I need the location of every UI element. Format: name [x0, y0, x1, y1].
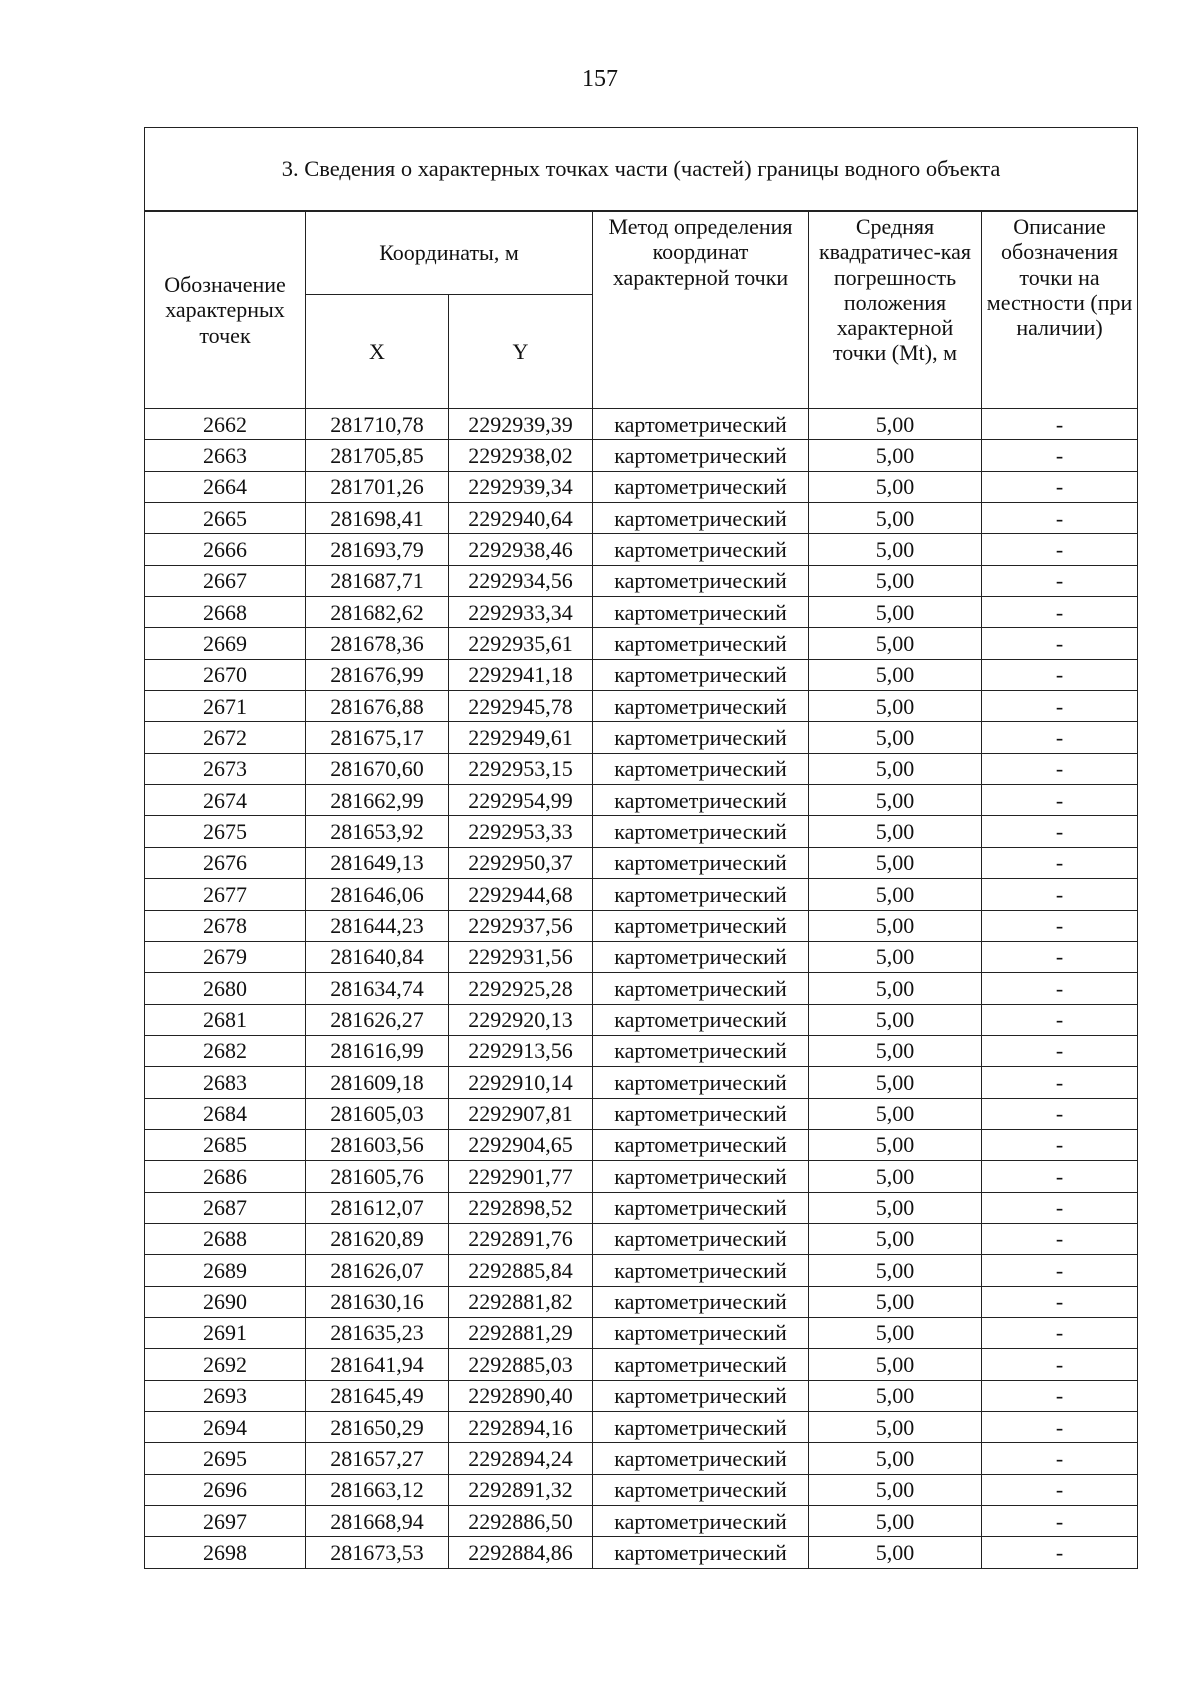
point-id-cell: 2682: [145, 1035, 306, 1066]
method-cell: картометрический: [593, 1317, 809, 1348]
description-cell: -: [982, 1349, 1138, 1380]
table-row: [145, 628, 1138, 659]
point-id-cell: 2669: [145, 628, 306, 659]
method-cell: картометрический: [593, 879, 809, 910]
x-coordinate-cell: 281646,06: [306, 879, 449, 910]
header-description: Описание обозначения точки на местности (при наличии): [982, 211, 1138, 409]
description-cell: -: [982, 1474, 1138, 1505]
description-cell: -: [982, 1506, 1138, 1537]
description-cell: -: [982, 628, 1138, 659]
y-coordinate-cell: 2292910,14: [449, 1067, 593, 1098]
description-cell: -: [982, 440, 1138, 471]
x-coordinate-cell: 281663,12: [306, 1474, 449, 1505]
table-row: [145, 1255, 1138, 1286]
x-coordinate-cell: 281644,23: [306, 910, 449, 941]
x-coordinate-cell: 281668,94: [306, 1506, 449, 1537]
table-row: [145, 1474, 1138, 1505]
description-cell: -: [982, 910, 1138, 941]
y-coordinate-cell: 2292944,68: [449, 879, 593, 910]
header-designation: Обозначение характерных точек: [145, 211, 306, 409]
y-coordinate-cell: 2292954,99: [449, 785, 593, 816]
method-cell: картометрический: [593, 471, 809, 502]
method-cell: картометрический: [593, 1412, 809, 1443]
method-cell: картометрический: [593, 1255, 809, 1286]
description-cell: -: [982, 503, 1138, 534]
table-row: [145, 941, 1138, 972]
y-coordinate-cell: 2292949,61: [449, 722, 593, 753]
y-coordinate-cell: 2292904,65: [449, 1129, 593, 1160]
x-coordinate-cell: 281705,85: [306, 440, 449, 471]
error-cell: 5,00: [809, 597, 982, 628]
point-id-cell: 2664: [145, 471, 306, 502]
table-row: [145, 910, 1138, 941]
y-coordinate-cell: 2292938,46: [449, 534, 593, 565]
point-id-cell: 2696: [145, 1474, 306, 1505]
x-coordinate-cell: 281662,99: [306, 785, 449, 816]
error-cell: 5,00: [809, 628, 982, 659]
method-cell: картометрический: [593, 1035, 809, 1066]
point-id-cell: 2687: [145, 1192, 306, 1223]
x-coordinate-cell: 281682,62: [306, 597, 449, 628]
method-cell: картометрический: [593, 1380, 809, 1411]
error-cell: 5,00: [809, 503, 982, 534]
x-coordinate-cell: 281673,53: [306, 1537, 449, 1568]
table-row: [145, 534, 1138, 565]
point-id-cell: 2698: [145, 1537, 306, 1568]
x-coordinate-cell: 281670,60: [306, 753, 449, 784]
point-id-cell: 2683: [145, 1067, 306, 1098]
error-cell: 5,00: [809, 1192, 982, 1223]
description-cell: -: [982, 1129, 1138, 1160]
error-cell: 5,00: [809, 1537, 982, 1568]
description-cell: -: [982, 1317, 1138, 1348]
y-coordinate-cell: 2292933,34: [449, 597, 593, 628]
method-cell: картометрический: [593, 1474, 809, 1505]
point-id-cell: 2666: [145, 534, 306, 565]
description-cell: -: [982, 597, 1138, 628]
y-coordinate-cell: 2292920,13: [449, 1004, 593, 1035]
y-coordinate-cell: 2292938,02: [449, 440, 593, 471]
description-cell: -: [982, 409, 1138, 440]
x-coordinate-cell: 281657,27: [306, 1443, 449, 1474]
x-coordinate-cell: 281605,76: [306, 1161, 449, 1192]
error-cell: 5,00: [809, 1412, 982, 1443]
method-cell: картометрический: [593, 785, 809, 816]
x-coordinate-cell: 281650,29: [306, 1412, 449, 1443]
x-coordinate-cell: 281605,03: [306, 1098, 449, 1129]
description-cell: -: [982, 753, 1138, 784]
description-cell: -: [982, 659, 1138, 690]
error-cell: 5,00: [809, 534, 982, 565]
table-row: [145, 597, 1138, 628]
point-id-cell: 2691: [145, 1317, 306, 1348]
method-cell: картометрический: [593, 1223, 809, 1254]
y-coordinate-cell: 2292925,28: [449, 973, 593, 1004]
method-cell: картометрический: [593, 973, 809, 1004]
method-cell: картометрический: [593, 847, 809, 878]
point-id-cell: 2690: [145, 1286, 306, 1317]
method-cell: картометрический: [593, 1506, 809, 1537]
x-coordinate-cell: 281620,89: [306, 1223, 449, 1254]
point-id-cell: 2684: [145, 1098, 306, 1129]
header-x: X: [306, 295, 449, 409]
y-coordinate-cell: 2292901,77: [449, 1161, 593, 1192]
method-cell: картометрический: [593, 1004, 809, 1035]
description-cell: -: [982, 1004, 1138, 1035]
error-cell: 5,00: [809, 471, 982, 502]
description-cell: -: [982, 471, 1138, 502]
y-coordinate-cell: 2292950,37: [449, 847, 593, 878]
table-row: [145, 1035, 1138, 1066]
point-id-cell: 2675: [145, 816, 306, 847]
table-row: [145, 503, 1138, 534]
error-cell: 5,00: [809, 1255, 982, 1286]
x-coordinate-cell: 281678,36: [306, 628, 449, 659]
method-cell: картометрический: [593, 409, 809, 440]
table-row: [145, 1317, 1138, 1348]
x-coordinate-cell: 281641,94: [306, 1349, 449, 1380]
description-cell: -: [982, 785, 1138, 816]
table-row: [145, 847, 1138, 878]
x-coordinate-cell: 281640,84: [306, 941, 449, 972]
x-coordinate-cell: 281616,99: [306, 1035, 449, 1066]
point-id-cell: 2685: [145, 1129, 306, 1160]
description-cell: -: [982, 1192, 1138, 1223]
table-row: [145, 785, 1138, 816]
x-coordinate-cell: 281603,56: [306, 1129, 449, 1160]
table-row: [145, 440, 1138, 471]
point-id-cell: 2680: [145, 973, 306, 1004]
y-coordinate-cell: 2292890,40: [449, 1380, 593, 1411]
table-title: 3. Сведения о характерных точках части (частей) границы водного объекта: [145, 128, 1138, 212]
point-id-cell: 2676: [145, 847, 306, 878]
method-cell: картометрический: [593, 753, 809, 784]
y-coordinate-cell: 2292894,24: [449, 1443, 593, 1474]
x-coordinate-cell: 281630,16: [306, 1286, 449, 1317]
y-coordinate-cell: 2292941,18: [449, 659, 593, 690]
y-coordinate-cell: 2292891,32: [449, 1474, 593, 1505]
description-cell: -: [982, 1537, 1138, 1568]
error-cell: 5,00: [809, 785, 982, 816]
boundary-points-table: [144, 127, 1138, 1569]
error-cell: 5,00: [809, 1317, 982, 1348]
x-coordinate-cell: 281634,74: [306, 973, 449, 1004]
error-cell: 5,00: [809, 879, 982, 910]
point-id-cell: 2665: [145, 503, 306, 534]
point-id-cell: 2686: [145, 1161, 306, 1192]
point-id-cell: 2693: [145, 1380, 306, 1411]
error-cell: 5,00: [809, 1067, 982, 1098]
method-cell: картометрический: [593, 1067, 809, 1098]
method-cell: картометрический: [593, 1098, 809, 1129]
point-id-cell: 2688: [145, 1223, 306, 1254]
x-coordinate-cell: 281698,41: [306, 503, 449, 534]
method-cell: картометрический: [593, 1537, 809, 1568]
point-id-cell: 2681: [145, 1004, 306, 1035]
y-coordinate-cell: 2292885,03: [449, 1349, 593, 1380]
method-cell: картометрический: [593, 534, 809, 565]
method-cell: картометрический: [593, 440, 809, 471]
x-coordinate-cell: 281701,26: [306, 471, 449, 502]
error-cell: 5,00: [809, 1380, 982, 1411]
x-coordinate-cell: 281612,07: [306, 1192, 449, 1223]
y-coordinate-cell: 2292953,33: [449, 816, 593, 847]
table-row: [145, 1412, 1138, 1443]
table-row: [145, 565, 1138, 596]
description-cell: -: [982, 941, 1138, 972]
y-coordinate-cell: 2292885,84: [449, 1255, 593, 1286]
method-cell: картометрический: [593, 565, 809, 596]
y-coordinate-cell: 2292884,86: [449, 1537, 593, 1568]
point-id-cell: 2679: [145, 941, 306, 972]
header-coordinates: Координаты, м: [306, 211, 593, 295]
y-coordinate-cell: 2292881,82: [449, 1286, 593, 1317]
y-coordinate-cell: 2292937,56: [449, 910, 593, 941]
table-row: [145, 1098, 1138, 1129]
description-cell: -: [982, 847, 1138, 878]
method-cell: картометрический: [593, 1192, 809, 1223]
point-id-cell: 2678: [145, 910, 306, 941]
y-coordinate-cell: 2292939,34: [449, 471, 593, 502]
error-cell: 5,00: [809, 1223, 982, 1254]
table-row: [145, 722, 1138, 753]
method-cell: картометрический: [593, 597, 809, 628]
y-coordinate-cell: 2292935,61: [449, 628, 593, 659]
point-id-cell: 2670: [145, 659, 306, 690]
table-row: [145, 1223, 1138, 1254]
table-row: [145, 1443, 1138, 1474]
point-id-cell: 2694: [145, 1412, 306, 1443]
point-id-cell: 2697: [145, 1506, 306, 1537]
error-cell: 5,00: [809, 1098, 982, 1129]
table-row: [145, 1537, 1138, 1568]
description-cell: -: [982, 1255, 1138, 1286]
y-coordinate-cell: 2292898,52: [449, 1192, 593, 1223]
point-id-cell: 2667: [145, 565, 306, 596]
description-cell: -: [982, 1380, 1138, 1411]
point-id-cell: 2672: [145, 722, 306, 753]
error-cell: 5,00: [809, 1004, 982, 1035]
error-cell: 5,00: [809, 1474, 982, 1505]
error-cell: 5,00: [809, 440, 982, 471]
table-row: [145, 691, 1138, 722]
description-cell: -: [982, 1223, 1138, 1254]
y-coordinate-cell: 2292913,56: [449, 1035, 593, 1066]
table-row: [145, 409, 1138, 440]
x-coordinate-cell: 281635,23: [306, 1317, 449, 1348]
y-coordinate-cell: 2292886,50: [449, 1506, 593, 1537]
description-cell: -: [982, 973, 1138, 1004]
point-id-cell: 2689: [145, 1255, 306, 1286]
error-cell: 5,00: [809, 1349, 982, 1380]
error-cell: 5,00: [809, 691, 982, 722]
method-cell: картометрический: [593, 941, 809, 972]
x-coordinate-cell: 281653,92: [306, 816, 449, 847]
y-coordinate-cell: 2292945,78: [449, 691, 593, 722]
x-coordinate-cell: 281645,49: [306, 1380, 449, 1411]
error-cell: 5,00: [809, 847, 982, 878]
method-cell: картометрический: [593, 1161, 809, 1192]
y-coordinate-cell: 2292891,76: [449, 1223, 593, 1254]
error-cell: 5,00: [809, 1286, 982, 1317]
method-cell: картометрический: [593, 816, 809, 847]
x-coordinate-cell: 281710,78: [306, 409, 449, 440]
error-cell: 5,00: [809, 565, 982, 596]
description-cell: -: [982, 1035, 1138, 1066]
table-row: [145, 1192, 1138, 1223]
method-cell: картометрический: [593, 1443, 809, 1474]
table-row: [145, 879, 1138, 910]
error-cell: 5,00: [809, 941, 982, 972]
description-cell: -: [982, 1098, 1138, 1129]
y-coordinate-cell: 2292907,81: [449, 1098, 593, 1129]
error-cell: 5,00: [809, 910, 982, 941]
y-coordinate-cell: 2292939,39: [449, 409, 593, 440]
x-coordinate-cell: 281626,27: [306, 1004, 449, 1035]
header-y: Y: [449, 295, 593, 409]
method-cell: картометрический: [593, 691, 809, 722]
error-cell: 5,00: [809, 1443, 982, 1474]
method-cell: картометрический: [593, 628, 809, 659]
x-coordinate-cell: 281649,13: [306, 847, 449, 878]
point-id-cell: 2677: [145, 879, 306, 910]
description-cell: -: [982, 1067, 1138, 1098]
y-coordinate-cell: 2292934,56: [449, 565, 593, 596]
y-coordinate-cell: 2292894,16: [449, 1412, 593, 1443]
method-cell: картометрический: [593, 659, 809, 690]
x-coordinate-cell: 281676,99: [306, 659, 449, 690]
header-method: Метод определения координат характерной точки: [593, 211, 809, 409]
method-cell: картометрический: [593, 1349, 809, 1380]
description-cell: -: [982, 1412, 1138, 1443]
point-id-cell: 2662: [145, 409, 306, 440]
error-cell: 5,00: [809, 1506, 982, 1537]
point-id-cell: 2668: [145, 597, 306, 628]
description-cell: -: [982, 722, 1138, 753]
page-number: 157: [582, 66, 618, 92]
point-id-cell: 2671: [145, 691, 306, 722]
y-coordinate-cell: 2292881,29: [449, 1317, 593, 1348]
x-coordinate-cell: 281693,79: [306, 534, 449, 565]
error-cell: 5,00: [809, 753, 982, 784]
table-row: [145, 816, 1138, 847]
x-coordinate-cell: 281609,18: [306, 1067, 449, 1098]
method-cell: картометрический: [593, 1286, 809, 1317]
table-row: [145, 1067, 1138, 1098]
y-coordinate-cell: 2292953,15: [449, 753, 593, 784]
y-coordinate-cell: 2292931,56: [449, 941, 593, 972]
x-coordinate-cell: 281626,07: [306, 1255, 449, 1286]
description-cell: -: [982, 1443, 1138, 1474]
table-row: [145, 1161, 1138, 1192]
point-id-cell: 2674: [145, 785, 306, 816]
table-row: [145, 471, 1138, 502]
table-row: [145, 1380, 1138, 1411]
y-coordinate-cell: 2292940,64: [449, 503, 593, 534]
table-row: [145, 1004, 1138, 1035]
x-coordinate-cell: 281687,71: [306, 565, 449, 596]
error-cell: 5,00: [809, 973, 982, 1004]
table-row: [145, 1506, 1138, 1537]
table-row: [145, 1349, 1138, 1380]
method-cell: картометрический: [593, 910, 809, 941]
point-id-cell: 2695: [145, 1443, 306, 1474]
error-cell: 5,00: [809, 1129, 982, 1160]
error-cell: 5,00: [809, 409, 982, 440]
error-cell: 5,00: [809, 722, 982, 753]
table-row: [145, 973, 1138, 1004]
error-cell: 5,00: [809, 659, 982, 690]
error-cell: 5,00: [809, 1161, 982, 1192]
x-coordinate-cell: 281675,17: [306, 722, 449, 753]
description-cell: -: [982, 534, 1138, 565]
table-row: [145, 753, 1138, 784]
x-coordinate-cell: 281676,88: [306, 691, 449, 722]
table-row: [145, 1129, 1138, 1160]
header-error: Средняя квадратичес-кая погрешность положения характерной точки (Mt), м: [809, 211, 982, 409]
point-id-cell: 2673: [145, 753, 306, 784]
method-cell: картометрический: [593, 722, 809, 753]
point-id-cell: 2663: [145, 440, 306, 471]
description-cell: -: [982, 879, 1138, 910]
description-cell: -: [982, 691, 1138, 722]
table-body: [145, 409, 1138, 1569]
description-cell: -: [982, 565, 1138, 596]
description-cell: -: [982, 816, 1138, 847]
error-cell: 5,00: [809, 1035, 982, 1066]
table-row: [145, 659, 1138, 690]
description-cell: -: [982, 1286, 1138, 1317]
point-id-cell: 2692: [145, 1349, 306, 1380]
method-cell: картометрический: [593, 1129, 809, 1160]
description-cell: -: [982, 1161, 1138, 1192]
method-cell: картометрический: [593, 503, 809, 534]
table-row: [145, 1286, 1138, 1317]
error-cell: 5,00: [809, 816, 982, 847]
